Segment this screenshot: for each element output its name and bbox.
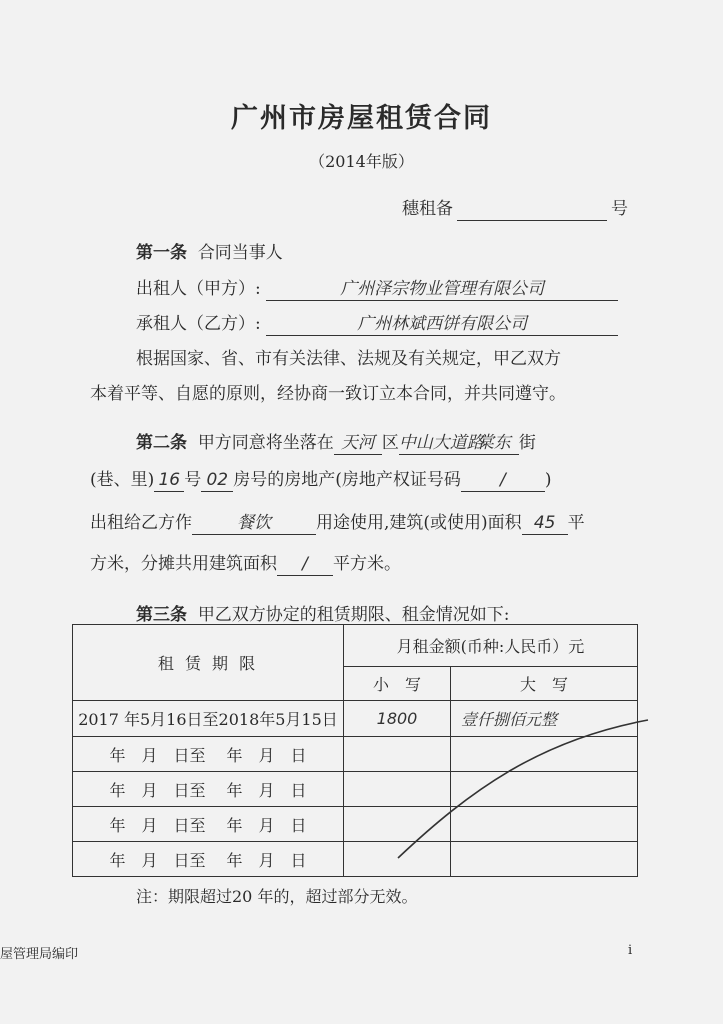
article1-para-line2: 本着平等、自愿的原则，经协商一致订立本合同，并共同遵守。	[90, 384, 566, 404]
period-cell: 年 月 日至 年 月 日	[73, 842, 344, 877]
article2-text3: 街	[518, 433, 536, 453]
article2-text2: 区	[381, 433, 399, 453]
use-value: 餐饮	[192, 513, 316, 535]
article2-heading: 第二条	[136, 433, 187, 453]
page-number: i	[628, 943, 633, 958]
note: 注：期限超过20 年的，超过部分无效。	[136, 887, 418, 906]
lessee-label: 承租人（乙方）:	[136, 314, 261, 334]
article2-text12: 平方米。	[333, 554, 401, 574]
article2-text6: 房号的房地产(房地产权证号码	[233, 470, 461, 490]
article2-text1: 甲方同意将坐落在	[197, 433, 334, 453]
period-cell: 2017 年5月16日至2018年5月15日	[73, 701, 344, 737]
lessor-label: 出租人（甲方）:	[136, 279, 261, 299]
period-cell: 年 月 日至 年 月 日	[73, 772, 344, 807]
small-header: 小 写	[344, 667, 451, 701]
document-title: 广州市房屋租赁合同	[231, 103, 492, 134]
lessor-value: 广州泽宗物业管理有限公司	[266, 279, 618, 301]
article1-para-line1: 根据国家、省、市有关法律、法规及有关规定，甲乙双方	[136, 349, 561, 369]
room-value: 02	[201, 470, 233, 492]
road-value: 中山大道路	[399, 433, 469, 455]
cert-value: /	[461, 470, 545, 492]
article2-text8: 出租给乙方作	[90, 513, 192, 533]
period-cell: 年 月 日至 年 月 日	[73, 807, 344, 842]
registration-suffix: 号	[611, 199, 628, 219]
registration-prefix: 穗租备	[402, 199, 453, 219]
period-cell: 年 月 日至 年 月 日	[73, 737, 344, 772]
large-header: 大 写	[451, 667, 638, 701]
article2-text11: 方米，分摊共用建筑面积	[90, 554, 277, 574]
small-cell: 1800	[344, 701, 451, 737]
edition-label: （2014年版）	[309, 152, 414, 171]
large-cell: 壹仟捌佰元整	[451, 701, 638, 737]
article1-heading: 第一条	[136, 243, 187, 263]
footer-publisher: 屋管理局编印	[0, 947, 79, 962]
street-value: 棠东	[469, 433, 519, 455]
article2-text5: 号	[184, 470, 202, 490]
article2-text4: (巷、里)	[90, 470, 155, 490]
area-value: 45	[522, 513, 568, 535]
article2-text10: 平	[567, 513, 585, 533]
article2-text9: 用途使用,建筑(或使用)面积	[316, 513, 522, 533]
shared-area-value: /	[277, 554, 333, 576]
lessee-value: 广州林斌西饼有限公司	[266, 314, 618, 336]
district-value: 天河	[334, 433, 382, 455]
article1-heading-text: 合同当事人	[197, 243, 283, 263]
rent-header: 月租金额(币种:人民币）元	[344, 625, 638, 667]
number-value: 16	[154, 470, 184, 492]
article3-heading: 第三条	[136, 605, 187, 625]
article2-text7: )	[544, 470, 552, 490]
period-header: 租 赁 期 限	[73, 625, 344, 701]
article3-text: 甲乙双方协定的租赁期限、租金情况如下:	[197, 605, 510, 625]
